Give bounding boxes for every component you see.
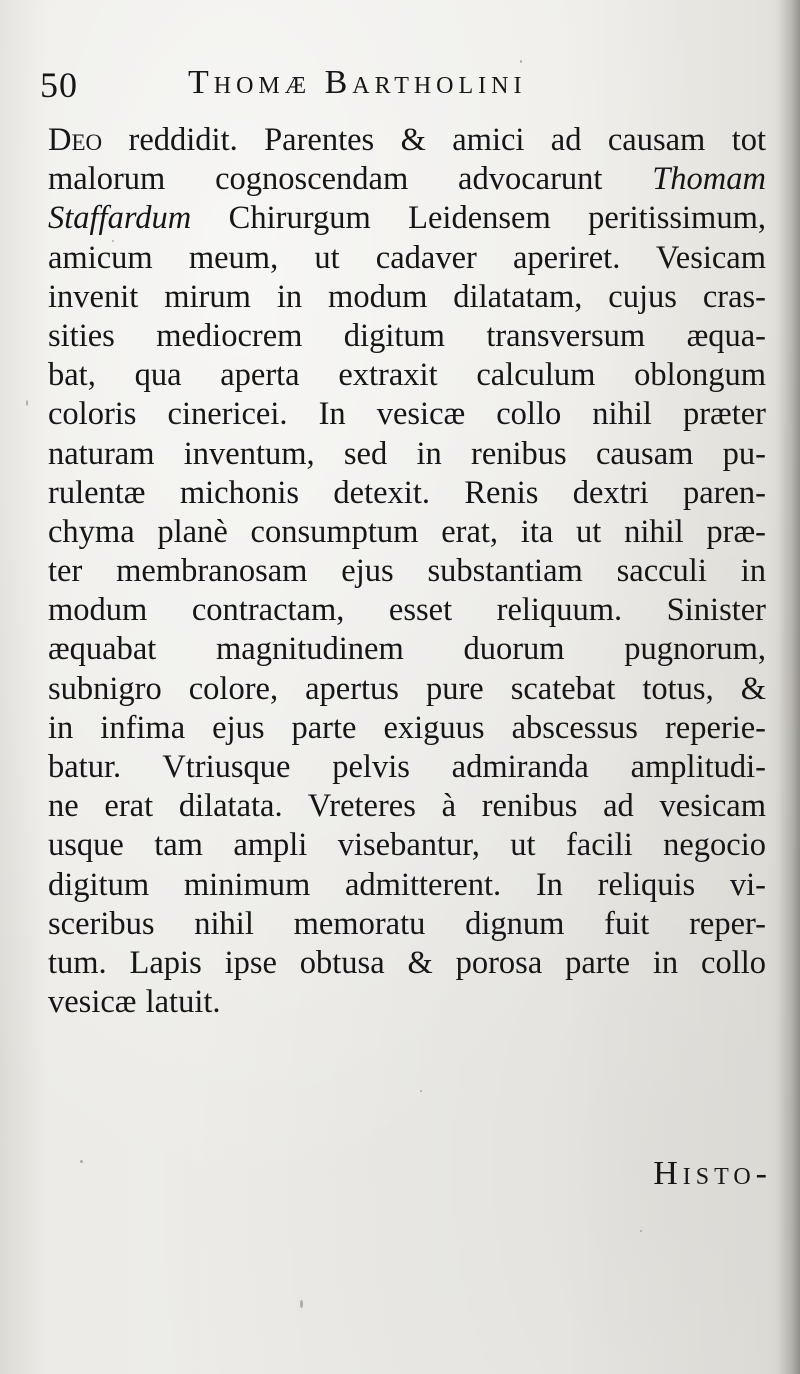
text-line: Deo reddidit. Parentes & amici ad causam tot bbox=[48, 122, 766, 158]
text-line: coloris cinericei. In vesicæ collo nihil præter bbox=[48, 396, 766, 433]
body-text bbox=[48, 121, 766, 1022]
paper-speck bbox=[420, 1090, 422, 1092]
paper-speck bbox=[26, 400, 28, 406]
text-line: chyma planè consumptum erat, ita ut nihil præ- bbox=[48, 513, 766, 550]
text-line: tum. Lapis ipse obtusa & porosa parte in collo bbox=[48, 944, 766, 981]
page-gutter-shadow bbox=[778, 0, 800, 1374]
text-line: rulentæ michonis detexit. Renis dextri paren- bbox=[48, 474, 766, 511]
first-word: Deo bbox=[48, 122, 103, 158]
italic-name: Thomam bbox=[652, 161, 766, 198]
paper-speck bbox=[640, 1230, 642, 1232]
text-line: subnigro colore, apertus pure scatebat totus, & bbox=[48, 670, 766, 707]
text-line: usque tam ampli visebantur, ut facili negocio bbox=[48, 827, 766, 864]
text-line: ne erat dilatata. Vreteres à renibus ad vesicam bbox=[48, 788, 766, 825]
text-line: Staffardum Chirurgum Leidensem peritissimum, bbox=[48, 200, 766, 237]
text-line: amicum meum, ut cadaver aperiret. Vesicam bbox=[48, 239, 766, 276]
running-head bbox=[40, 62, 760, 112]
text-line: sities mediocrem digitum transversum æqua- bbox=[48, 317, 766, 354]
catchword: Histo- bbox=[653, 1155, 772, 1192]
paper-speck bbox=[80, 1160, 83, 1163]
text-line: naturam inventum, sed in renibus causam pu- bbox=[48, 435, 766, 472]
running-title: Thomæ Bartholini bbox=[188, 64, 527, 101]
text-line: invenit mirum in modum dilatatam, cujus cras- bbox=[48, 278, 766, 315]
text-line: in infima ejus parte exiguus abscessus reperie- bbox=[48, 709, 766, 746]
text-line: sceribus nihil memoratu dignum fuit reper- bbox=[48, 905, 766, 942]
text-line: bat, qua aperta extraxit calculum oblongum bbox=[48, 357, 766, 394]
text-line: digitum minimum admitterent. In reliquis vi- bbox=[48, 866, 766, 903]
paper-speck bbox=[300, 1300, 303, 1308]
page-number: 50 bbox=[40, 65, 78, 105]
text-line: æquabat magnitudinem duorum pugnorum, bbox=[48, 631, 766, 668]
text-line: modum contractam, esset reliquum. Sinister bbox=[48, 592, 766, 629]
text-line: ter membranosam ejus substantiam sacculi in bbox=[48, 553, 766, 590]
text-line: malorum cognoscendam advocarunt Thomam bbox=[48, 161, 766, 198]
text-line: batur. Vtriusque pelvis admiranda amplitudi- bbox=[48, 749, 766, 785]
text-line: vesicæ latuit. bbox=[48, 984, 221, 1021]
italic-name: Staffardum bbox=[48, 200, 192, 237]
